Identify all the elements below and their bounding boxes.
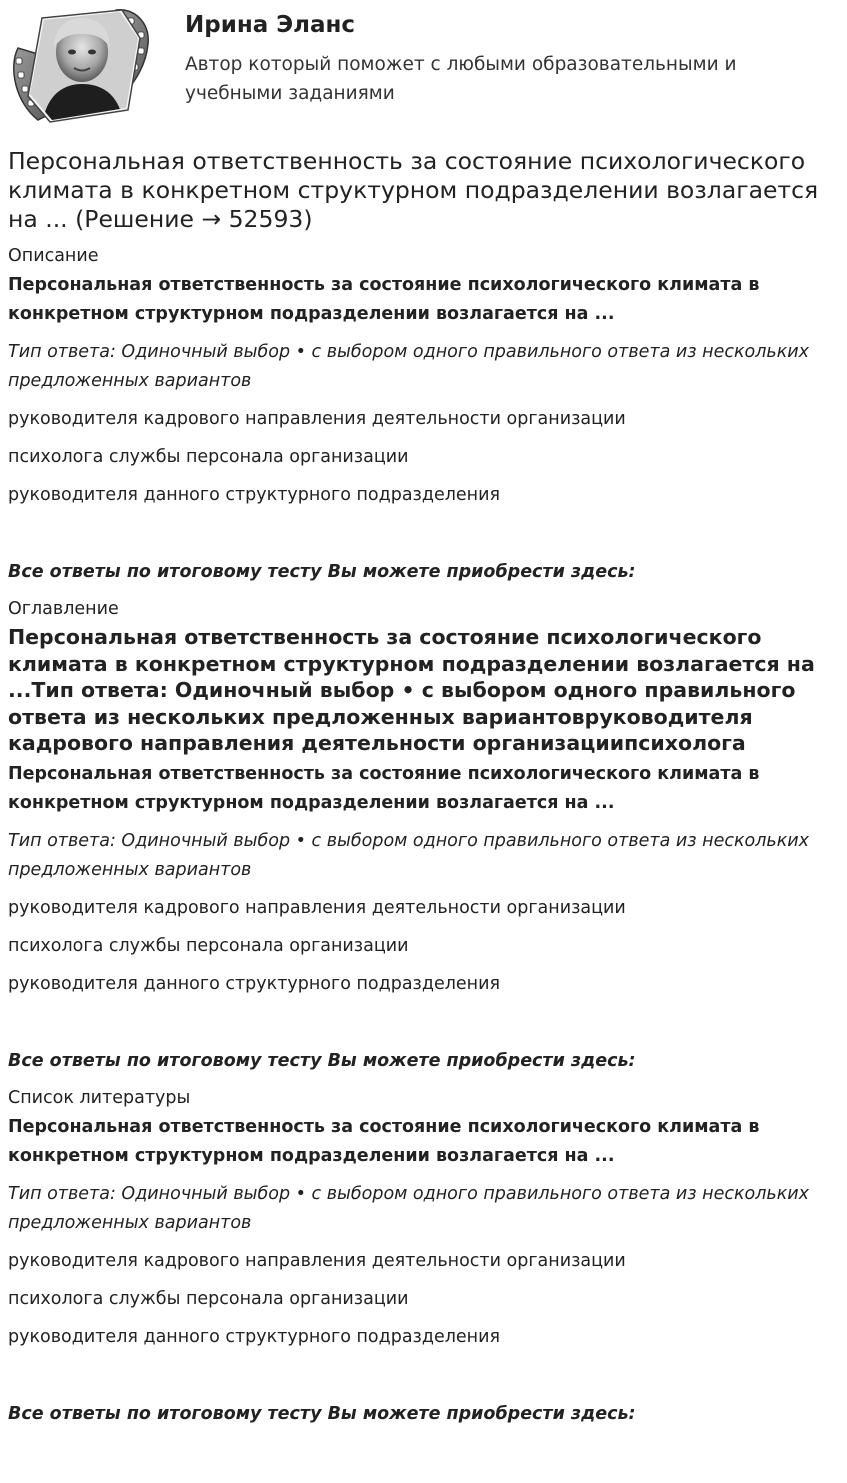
section-description — [8, 244, 840, 587]
answer-option: руководителя данного структурного подразделения — [8, 1326, 501, 1347]
section-table-of-contents — [8, 597, 840, 1076]
author-name[interactable]: Ирина Эланс — [185, 12, 356, 38]
toc-heading: Персональная ответственность за состояние психологического климата в конкретном структурном подразделении возлагается на ...Тип ответа: Одиночный выбор • с выбором одного правильного ответа из нескольких предложенных вариантоврyководителя кадрового направления деятельности организациипсихолога — [8, 625, 815, 755]
answer-list — [8, 1247, 840, 1352]
page-title: Персональная ответственность за состояние психологического климата в конкретном структурном подразделении возлагается на ... (Решение → 52593) — [8, 147, 819, 233]
section-bibliography — [8, 1086, 840, 1429]
answer-option: психолога службы персонала организации — [8, 447, 409, 467]
answer-option: руководителя кадрового направления деятельности организации — [8, 897, 626, 918]
section-label: Оглавление — [8, 599, 119, 619]
author-description: Автор который поможет с любыми образовательными и учебными заданиями — [185, 54, 737, 104]
question-text: Персональная ответственность за состояние психологического климата в конкретном структурном подразделении возлагается на ... — [8, 1116, 760, 1166]
answer-option: руководителя данного структурного подразделения — [8, 973, 501, 994]
question-text: Персональная ответственность за состояние психологического климата в конкретном структурном подразделении возлагается на ... — [8, 763, 760, 813]
purchase-promo: Все ответы по итоговому тесту Вы можете приобрести здесь: — [8, 562, 636, 582]
purchase-promo: Все ответы по итоговому тесту Вы можете приобрести здесь: — [8, 1403, 636, 1424]
answer-option: руководителя кадрового направления деятельности организации — [8, 409, 626, 429]
question-text: Персональная ответственность за состояние психологического климата в конкретном структурном подразделении возлагается на ... — [8, 275, 760, 324]
main-content — [8, 147, 840, 1429]
answer-list — [8, 894, 840, 999]
answer-option: руководителя кадрового направления деятельности организации — [8, 1250, 626, 1271]
section-label: Описание — [8, 246, 99, 266]
answer-option: психолога службы персонала организации — [8, 1288, 409, 1309]
author-block — [8, 8, 838, 128]
section-label: Список литературы — [8, 1087, 191, 1108]
answer-type-text: Тип ответа: Одиночный выбор • с выбором одного правильного ответа из нескольких предложенных вариантов — [8, 342, 810, 391]
answer-option: психолога службы персонала организации — [8, 935, 409, 956]
film-strip-portrait-icon[interactable] — [8, 8, 150, 126]
answer-list — [8, 405, 840, 510]
answer-option: руководителя данного структурного подразделения — [8, 485, 501, 505]
answer-type-text: Тип ответа: Одиночный выбор • с выбором одного правильного ответа из нескольких предложенных вариантов — [8, 1183, 810, 1233]
answer-type-text: Тип ответа: Одиночный выбор • с выбором одного правильного ответа из нескольких предложенных вариантов — [8, 830, 810, 880]
purchase-promo: Все ответы по итоговому тесту Вы можете приобрести здесь: — [8, 1050, 636, 1071]
